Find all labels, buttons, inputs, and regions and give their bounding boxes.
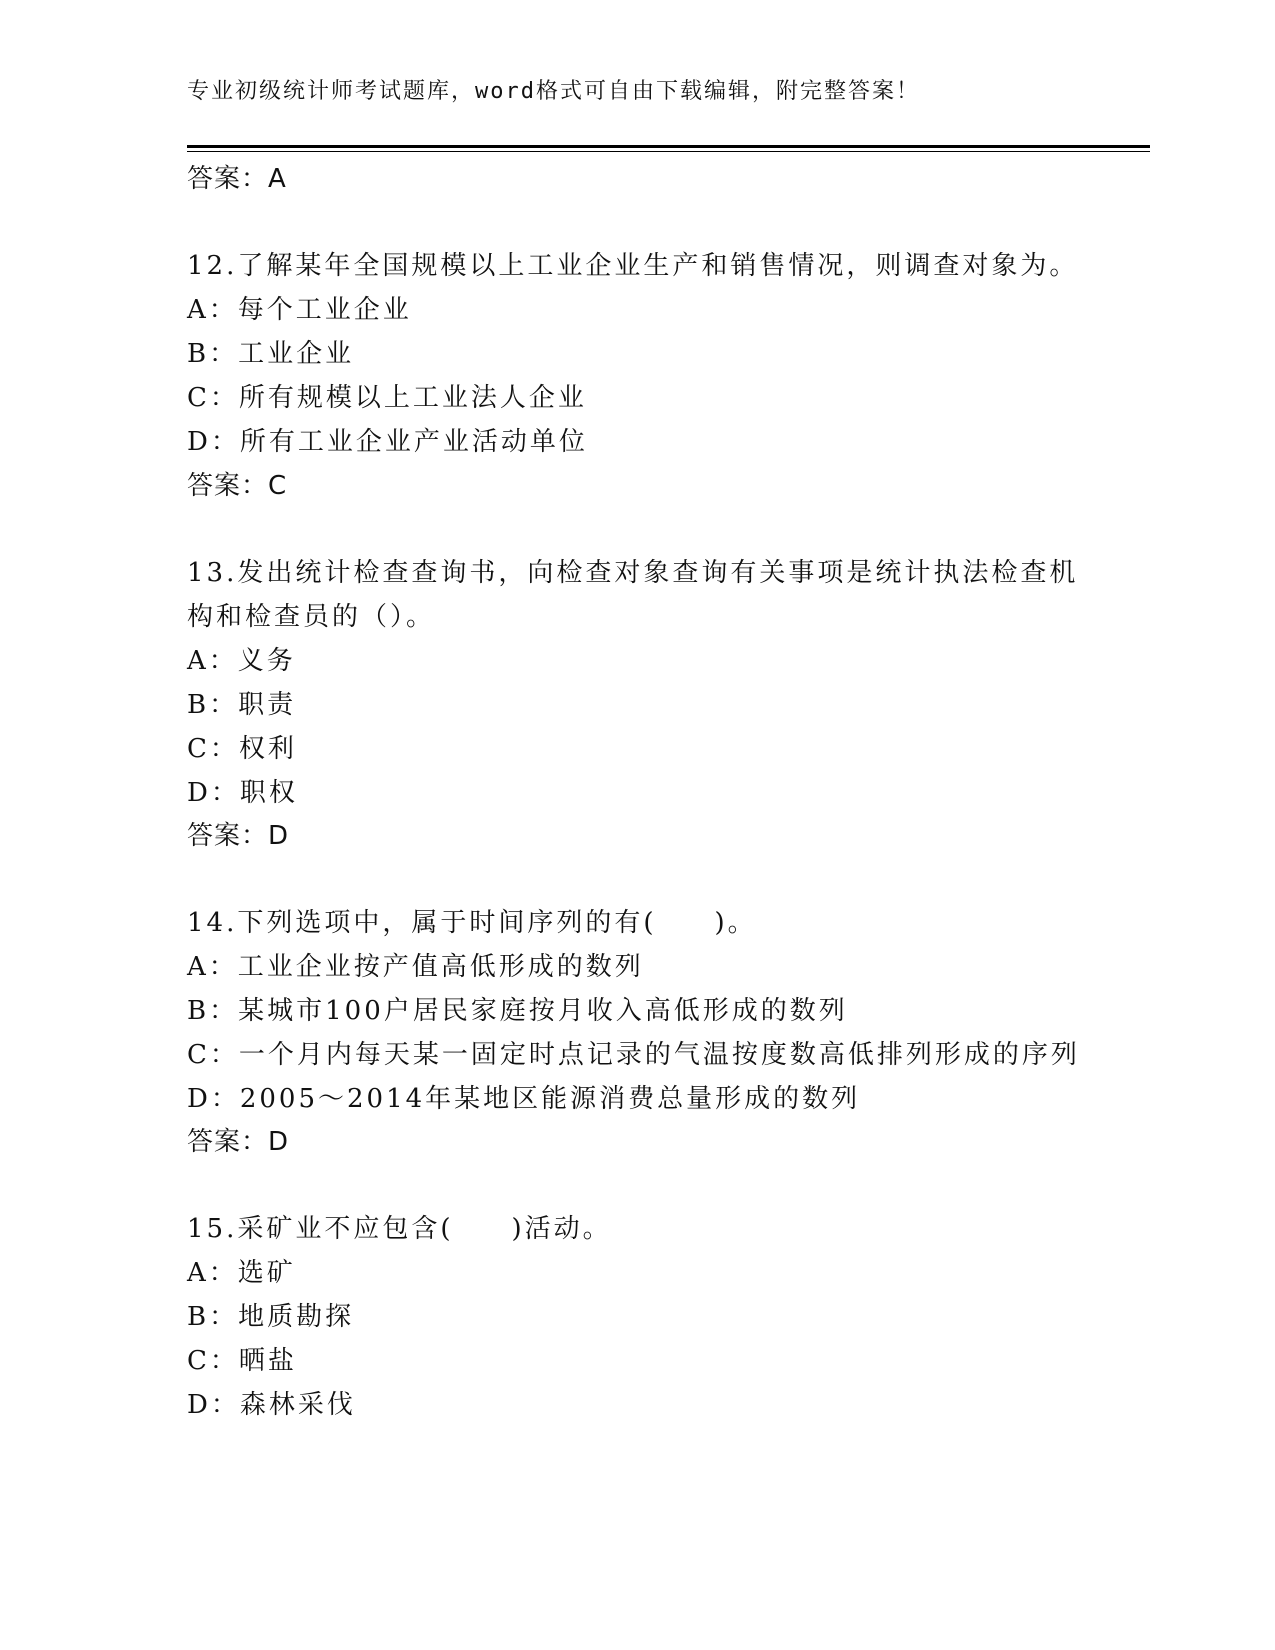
header-rule-thick <box>187 145 1150 148</box>
question-12-option-c: C：所有规模以上工业法人企业 <box>187 383 587 413</box>
page-header: 专业初级统计师考试题库，word格式可自由下载编辑，附完整答案！ <box>187 79 920 104</box>
question-13-answer: 答案：D <box>187 821 290 851</box>
question-14-answer: 答案：D <box>187 1127 290 1157</box>
question-15-option-a: A：选矿 <box>187 1258 296 1288</box>
question-12-option-b: B：工业企业 <box>187 339 355 369</box>
question-12-answer: 答案：C <box>187 471 288 501</box>
question-12-option-a: A：每个工业企业 <box>187 295 412 325</box>
question-13-stem-line2: 构和检查员的（）。 <box>187 602 436 632</box>
question-14-option-a: A：工业企业按产值高低形成的数列 <box>187 952 644 982</box>
question-13-option-c: C：权利 <box>187 734 297 764</box>
question-12-option-d: D：所有工业企业产业活动单位 <box>187 427 588 457</box>
question-15-option-d: D：森林采伐 <box>187 1390 356 1420</box>
question-12-stem: 12.了解某年全国规模以上工业企业生产和销售情况，则调查对象为。 <box>187 251 1079 281</box>
question-14-option-b: B：某城市100户居民家庭按月收入高低形成的数列 <box>187 996 848 1026</box>
question-13-stem-line1: 13.发出统计检查查询书，向检查对象查询有关事项是统计执法检查机 <box>187 558 1079 588</box>
question-15-option-b: B：地质勘探 <box>187 1302 355 1332</box>
question-14-stem: 14.下列选项中，属于时间序列的有( )。 <box>187 908 757 938</box>
header-rule-thin <box>187 151 1150 152</box>
question-13-option-d: D：职权 <box>187 778 298 808</box>
question-15-option-c: C：晒盐 <box>187 1346 297 1376</box>
question-14-option-c: C：一个月内每天某一固定时点记录的气温按度数高低排列形成的序列 <box>187 1040 1080 1070</box>
question-15-stem: 15.采矿业不应包含( )活动。 <box>187 1214 612 1244</box>
question-13-option-b: B：职责 <box>187 690 297 720</box>
question-13-option-a: A：义务 <box>187 646 296 676</box>
question-14-option-d: D：2005～2014年某地区能源消费总量形成的数列 <box>187 1084 861 1114</box>
answer-11: 答案：A <box>187 164 287 194</box>
